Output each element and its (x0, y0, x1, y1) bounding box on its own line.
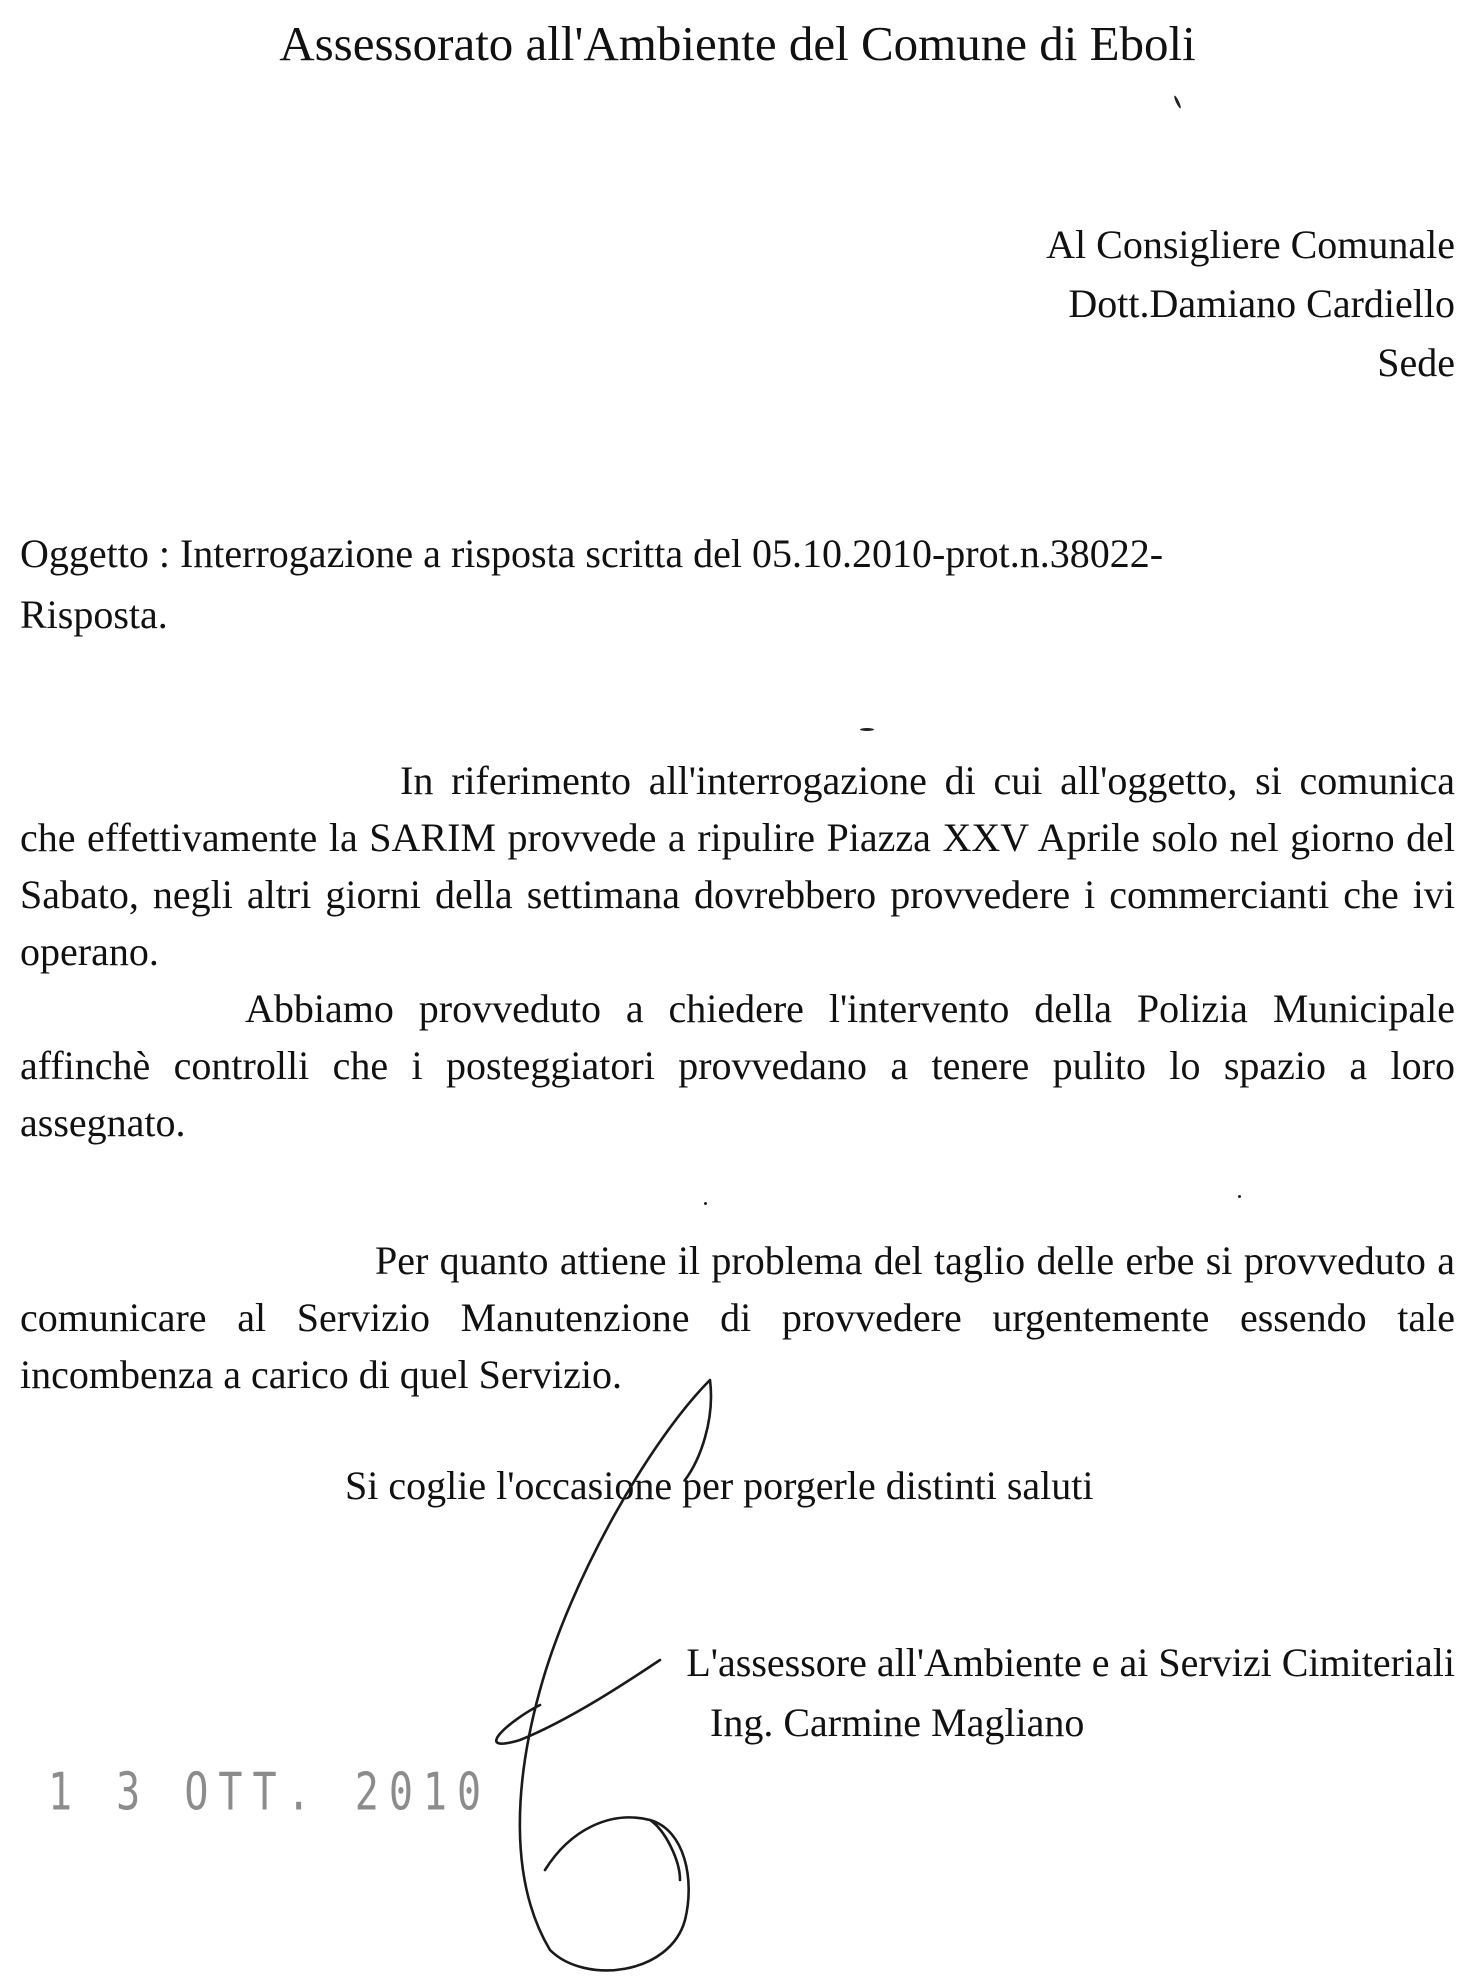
body-paragraph-3: Per quanto attiene il problema del taglio delle erbe si provveduto a comunicare al Servizio Manutenzione di provvedere urgentemente essendo tale incombenza a carico di quel Servizio. (20, 1238, 1455, 1397)
subject-line-2: Risposta. (20, 592, 168, 637)
signatory-name: Ing. Carmine Magliano (710, 1700, 1085, 1745)
body-first-section (20, 752, 1455, 1151)
scan-speck (860, 728, 874, 731)
body-paragraph-2: Abbiamo provveduto a chiedere l'intervento della Polizia Municipale affinchè controlli che i posteggiatori provvedano a tenere pulito lo spazio a loro assegnato. (20, 986, 1455, 1145)
handwritten-signature (500, 1360, 800, 1980)
signature-stroke (496, 1380, 711, 1970)
body-paragraph-1: In riferimento all'interrogazione di cui all'oggetto, si comunica che effettivamente la SARIM provvede a ripulire Piazza XXV Aprile solo nel giorno del Sabato, negli altri giorni della settimana dovrebbero provvedere i commercianti che ivi operano. (20, 758, 1455, 974)
signatory-role: L'assessore all'Ambiente e ai Servizi Cimiteriali (686, 1640, 1455, 1685)
scan-speck (1173, 95, 1182, 109)
date-stamp: 1 3 OTT. 2010 (48, 1762, 492, 1823)
letter-header-title: Assessorato all'Ambiente del Comune di Eboli (279, 16, 1196, 71)
recipient-line-2: Dott.Damiano Cardiello (1068, 281, 1455, 326)
subject-block (20, 523, 1460, 645)
recipient-line-1: Al Consigliere Comunale (1046, 222, 1455, 267)
recipient-block (755, 215, 1455, 392)
closing-greeting: Si coglie l'occasione per porgerle distinti saluti (345, 1463, 1094, 1508)
scan-speck (1238, 1195, 1241, 1198)
recipient-line-3: Sede (1377, 340, 1455, 385)
scan-speck (704, 1202, 707, 1205)
subject-line-1: Oggetto : Interrogazione a risposta scritta del 05.10.2010-prot.n.38022- (20, 531, 1164, 576)
